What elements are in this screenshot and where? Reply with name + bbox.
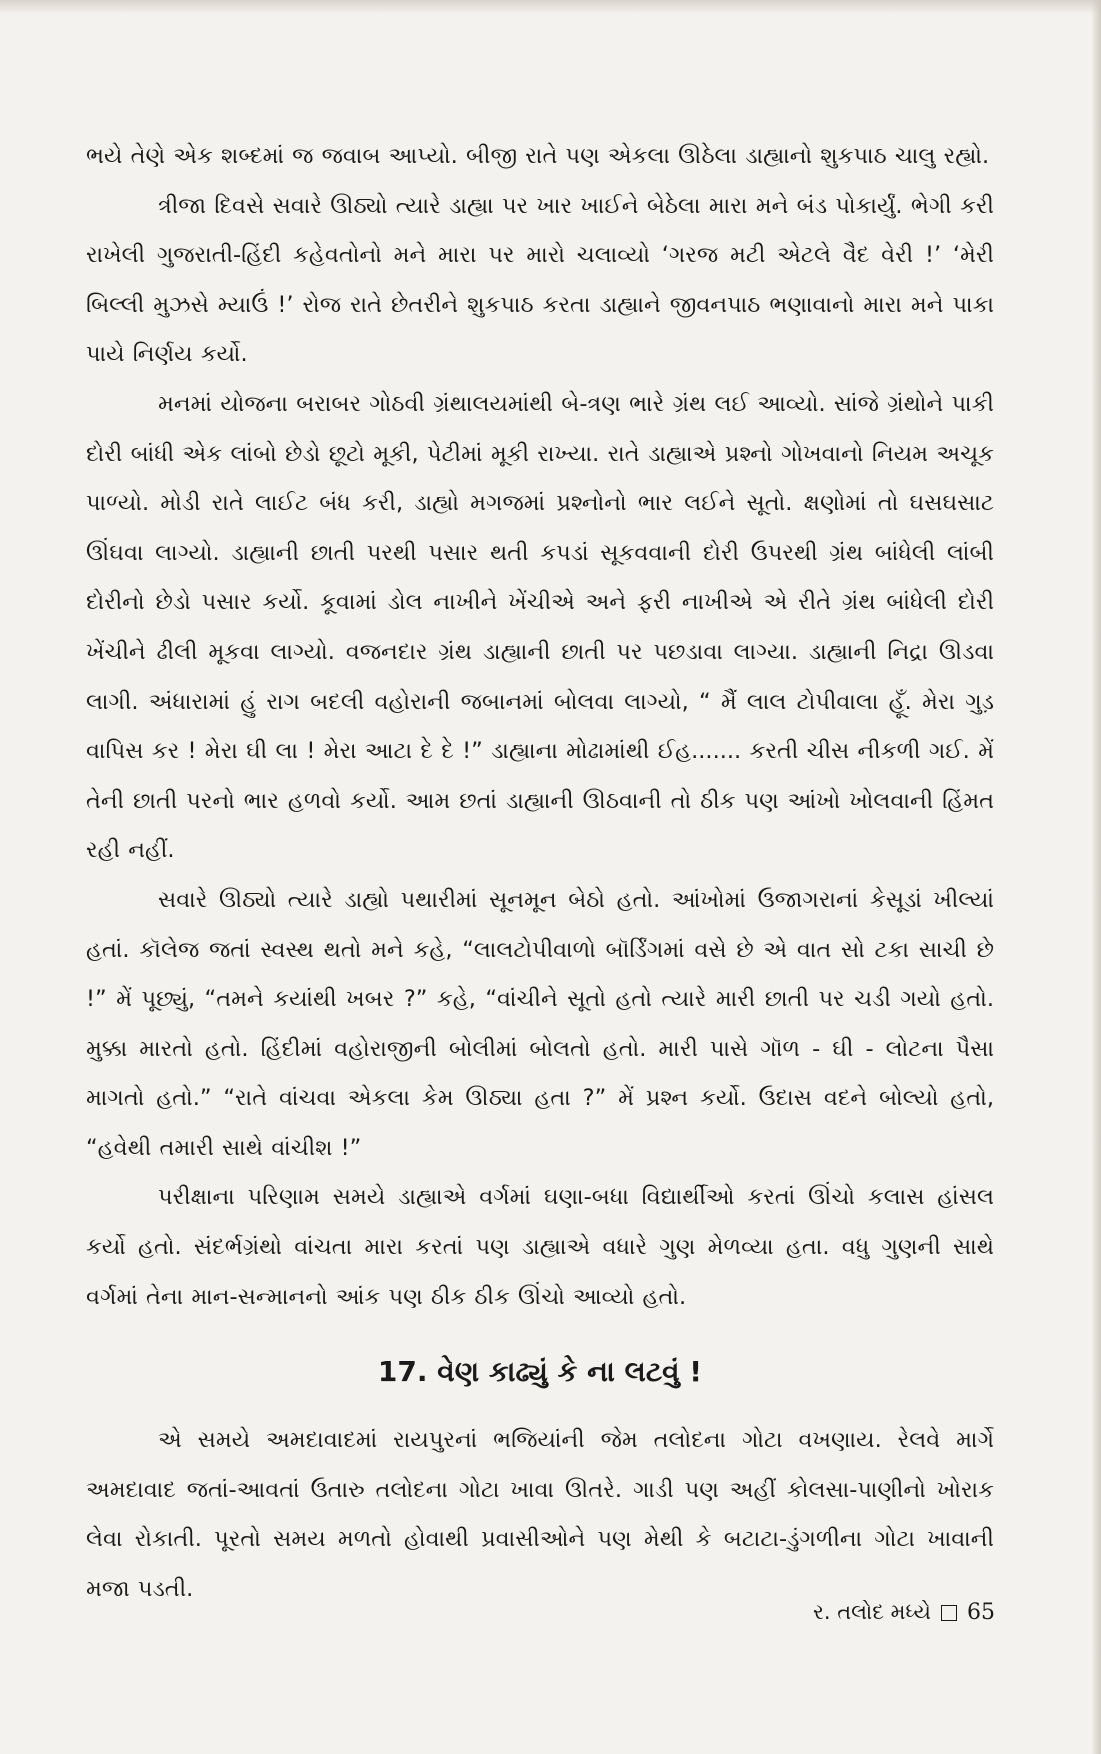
paragraph-3: મનમાં યોજના બરાબર ગોઠવી ગ્રંથાલયમાંથી બે-ત્રણ ભારે ગ્રંથ લઈ આવ્યો. સાંજે ગ્રંથોને પાકી દોરી બાંધી એક લાંબો છેડો છૂટો મૂકી, પેટીમાં મૂકી રાખ્યા. રાતે ડાહ્યાએ પ્રશ્નો ગોખવાનો નિયમ અચૂક પાળ્યો. મોડી રાતે લાઈટ બંધ કરી, ડાહ્યો મગજમાં પ્રશ્નોનો ભાર લઈને સૂતો. ક્ષણોમાં તો ઘસઘસાટ ઊંઘવા લાગ્યો. ડાહ્યાની છાતી પરથી પસાર થતી કપડાં સૂકવવાની દોરી ઉપરથી ગ્રંથ બાંધેલી લાંબી દોરીનો છેડો પસાર કર્યો. કૂવામાં ડોલ નાખીને ખેંચીએ અને ફરી નાખીએ એ રીતે ગ્રંથ બાંધેલી દોરી ખેંચીને ઢીલી મૂકવા લાગ્યો. વજનદાર ગ્રંથ ડાહ્યાની છાતી પર પછડાવા લાગ્યા. ડાહ્યાની નિદ્રા ઊડવા લાગી. અંધારામાં હું રાગ બદલી વહોરાની જબાનમાં બોલવા લાગ્યો, “ મૈં લાલ ટોપીવાલા હૂઁ. મેરા ગુડ઼ વાપિસ કર ! મેરા ઘી લા ! મેરા આટા દે દે !” ડાહ્યાના મોઢામાંથી ઈહ....... કરતી ચીસ નીકળી ગઈ. મેં તેની છાતી પરનો ભાર હળવો કર્યો. આમ છતાં ડાહ્યાની ઊઠવાની તો ઠીક પણ આંખો ખોલવાની હિંમત રહી નહીં. <box>86 390 994 864</box>
chapter-title: 17. વેણ કાઢ્યું કે ના લટવું ! <box>377 1355 703 1389</box>
running-title: ર. તલોદ મધ્યે <box>812 1600 931 1624</box>
square-box-icon <box>941 1605 957 1621</box>
page-top-shadow <box>0 0 1101 14</box>
paragraph-5: પરીક્ષાના પરિણામ સમયે ડાહ્યાએ વર્ગમાં ઘણા-બધા વિદ્યાર્થીઓ કરતાં ઊંચો કલાસ હાંસલ કર્યો હતો. સંદર્ભગ્રંથો વાંચતા મારા કરતાં પણ ડાહ્યાએ વધારે ગુણ મેળવ્યા હતા. વધુ ગુણની સાથે વર્ગમાં તેના માન-સન્માનનો આંક પણ ઠીક ઠીક ઊંચો આવ્યો હતો. <box>86 1184 994 1310</box>
page-footer <box>813 1600 995 1625</box>
paragraph-4: સવારે ઊઠ્યો ત્યારે ડાહ્યો પથારીમાં સૂનમૂન બેઠો હતો. આંખોમાં ઉજાગરાનાં કેસૂડાં ખીલ્યાં હતાં. કૉલેજ જતાં સ્વસ્થ થતો મને કહે, “લાલટોપીવાળો બૉર્ડિંગમાં વસે છે એ વાત સો ટકા સાચી છે !” મેં પૂછ્યું, “તમને કયાંથી ખબર ?” કહે, “વાંચીને સૂતો હતો ત્યારે મારી છાતી પર ચડી ગયો હતો. મુક્કા મારતો હતો. હિંદીમાં વહોરાજીની બોલીમાં બોલતો હતો. મારી પાસે ગૉળ - ઘી - લોટના પૈસા માગતો હતો.” “રાતે વાંચવા એકલા કેમ ઊઠ્યા હતા ?” મેં પ્રશ્ન કર્યો. ઉદાસ વદને બોલ્યો હતો, “હવેથી તમારી સાથે વાંચીશ !” <box>86 886 994 1161</box>
page-number: 65 <box>967 1600 995 1625</box>
paragraph-1: ભયે તેણે એક શબ્દમાં જ જવાબ આપ્યો. બીજી રાતે પણ એકલા ઊઠેલા ડાહ્યાનો શુકપાઠ ચાલુ રહ્યો. <box>86 143 990 169</box>
paragraph-2: ત્રીજા દિવસે સવારે ઊઠ્યો ત્યારે ડાહ્યા પર ખાર ખાઈને બેઠેલા મારા મને બંડ પોકાર્યું. ભેગી કરી રાખેલી ગુજરાતી-હિંદી કહેવતોનો મને મારા પર મારો ચલાવ્યો ‘ગરજ મટી એટલે વૈદ વેરી !’ ‘મેરી બિલ્લી મુઝસે મ્યાઉં !’ રોજ રાતે છેતરીને શુકપાઠ કરતા ડાહ્યાને જીવનપાઠ ભણાવાનો મારા મને પાકા પાયે નિર્ણય કર્યો. <box>86 192 994 368</box>
chapter-paragraph-1: એ સમયે અમદાવાદમાં રાયપુરનાં ભજિયાંની જેમ તલોદના ગોટા વખણાય. રેલવે માર્ગે અમદાવાદ જતાં-આવતાં ઉતારુ તલોદના ગોટા ખાવા ઊતરે. ગાડી પણ અહીં કોલસા-પાણીનો ખોરાક લેવા રોકાતી. પૂરતો સમય મળતો હોવાથી પ્રવાસીઓને પણ મેથી કે બટાટા-ડુંગળીના ગોટા ખાવાની મજા પડતી. <box>86 1427 994 1603</box>
page-right-edge <box>1091 0 1101 1754</box>
page-body <box>86 132 994 1615</box>
